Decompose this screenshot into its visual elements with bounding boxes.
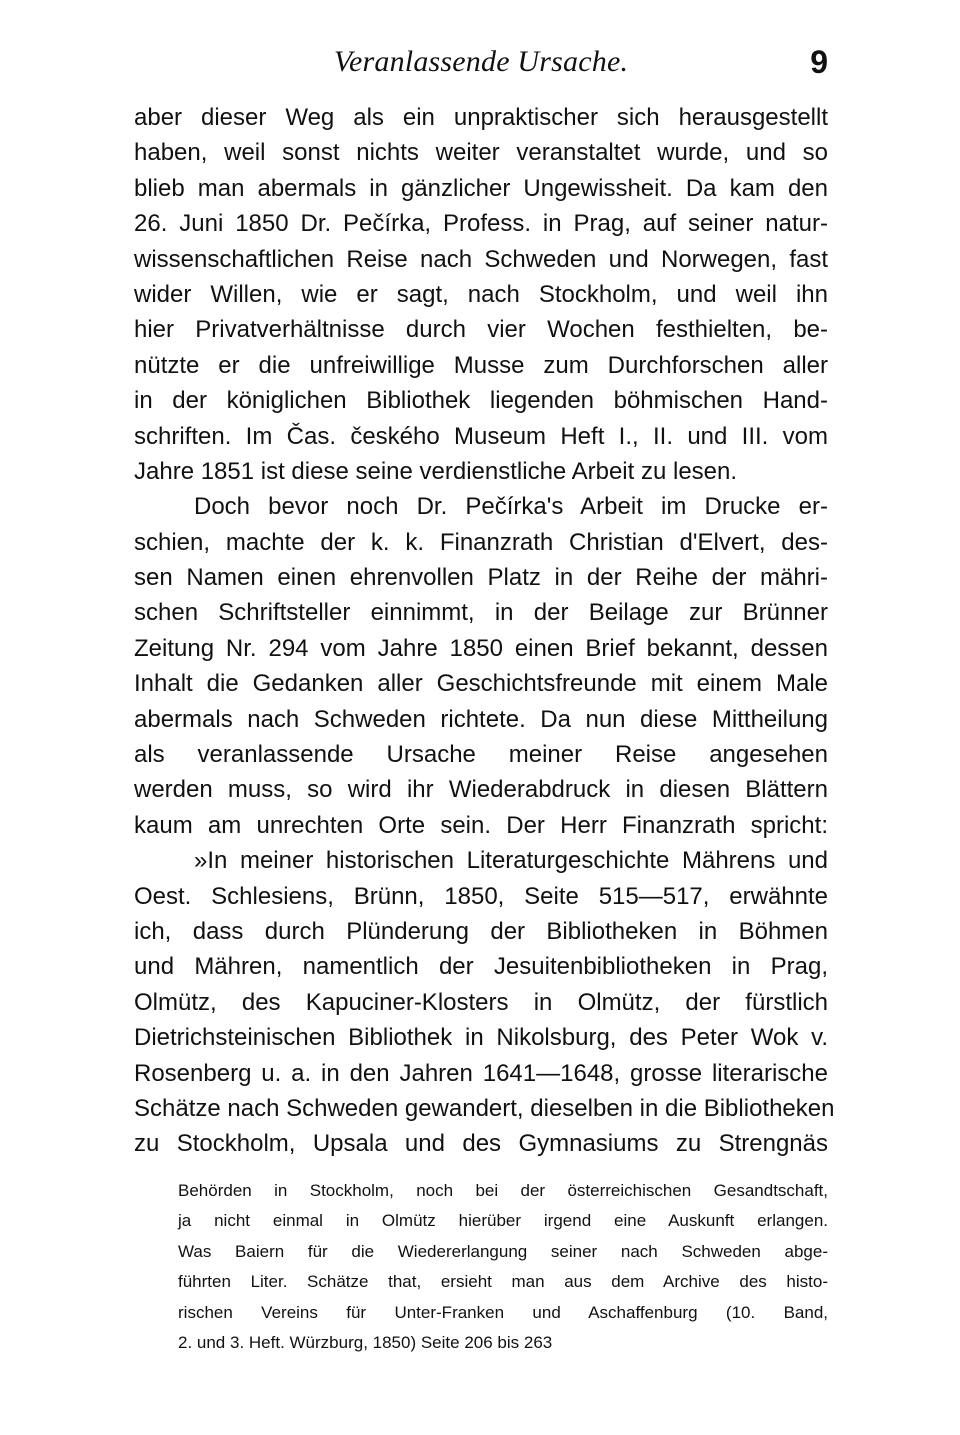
footnote-line: Was Baiern für die Wiedererlangung seiner nach Schweden abge- [178,1241,828,1261]
quote-start-line: »In meiner historischen Literaturgeschichte Mährens und [194,847,828,875]
text-line: und Mähren, namentlich der Jesuitenbibliotheken in Prag, [134,953,828,981]
text-line: aber dieser Weg als ein unpraktischer sich herausgestellt [134,104,828,131]
running-title: Veranlassende Ursache. [333,45,629,78]
footnote [178,1176,828,1358]
text-line: schriften. Im Čas. českého Museum Heft I., II. und III. vom [134,422,828,450]
text-line: haben, weil sonst nichts weiter veranstaltet wurde, und so [134,139,828,167]
footnote-line: führten Liter. Schätze that, ersieht man aus dem Archive des histo- [178,1272,828,1292]
text-line: hier Privatverhältnisse durch vier Wochen festhielten, be- [134,316,828,344]
text-line: schien, machte der k. k. Finanzrath Christian d'Elvert, des- [134,528,828,556]
text-line: zu Stockholm, Upsala und des Gymnasiums zu Strengnäs [134,1130,828,1158]
text-line: ich, dass durch Plünderung der Bibliotheken in Böhmen [134,917,828,945]
footnote-line: rischen Vereins für Unter-Franken und Aschaffenburg (10. Band, [178,1302,828,1322]
text-line: schen Schriftsteller einnimmt, in der Beilage zur Brünner [134,599,828,627]
text-line: Dietrichsteinischen Bibliothek in Nikolsburg, des Peter Wok v. [134,1024,828,1052]
text-line: in der königlichen Bibliothek liegenden böhmischen Hand- [134,387,828,415]
body-text [134,100,835,1162]
footnote-line: Behörden in Stockholm, noch bei der österreichischen Gesandtschaft, [178,1181,828,1200]
text-line: blieb man abermals in gänzlicher Ungewissheit. Da kam den [134,174,828,202]
text-line: Inhalt die Gedanken aller Geschichtsfreunde mit einem Male [134,670,828,698]
text-line: Olmütz, des Kapuciner-Klosters in Olmütz, der fürstlich [134,988,828,1016]
page-number: 9 [810,44,828,80]
text-line: sen Namen einen ehrenvollen Platz in der Reihe der mähri- [134,564,828,592]
footnote-line: 2. und 3. Heft. Würzburg, 1850) Seite 206 bis 263 [178,1332,553,1352]
text-line: wider Willen, wie er sagt, nach Stockholm, und weil ihn [134,280,828,308]
text-line: Schätze nach Schweden gewandert, dieselben in die Bibliotheken [134,1094,835,1122]
text-line: wissenschaftlichen Reise nach Schweden und Norwegen, fast [134,245,828,273]
paragraph-start-line: Doch bevor noch Dr. Pečírka's Arbeit im Drucke er- [194,493,828,521]
text-line: nützte er die unfreiwillige Musse zum Durchforschen aller [134,351,828,379]
text-line: werden muss, so wird ihr Wiederabdruck in diesen Blättern [134,776,828,804]
text-line: abermals nach Schweden richtete. Da nun diese Mittheilung [134,705,828,733]
text-line: Jahre 1851 ist diese seine verdienstliche Arbeit zu lesen. [134,457,738,485]
text-line: Zeitung Nr. 294 vom Jahre 1850 einen Brief bekannt, dessen [134,634,828,662]
footnote-line: ja nicht einmal in Olmütz hierüber irgend eine Auskunft erlangen. [178,1211,828,1231]
page-header [134,40,828,88]
text-line: 26. Juni 1850 Dr. Pečírka, Profess. in Prag, auf seiner natur- [134,210,828,238]
text-line: Oest. Schlesiens, Brünn, 1850, Seite 515—517, erwähnte [134,882,828,910]
text-line: Rosenberg u. a. in den Jahren 1641—1648, grosse literarische [134,1059,828,1087]
text-line: kaum am unrechten Orte sein. Der Herr Finanzrath spricht: [134,811,828,839]
text-line: als veranlassende Ursache meiner Reise angesehen [134,741,828,769]
